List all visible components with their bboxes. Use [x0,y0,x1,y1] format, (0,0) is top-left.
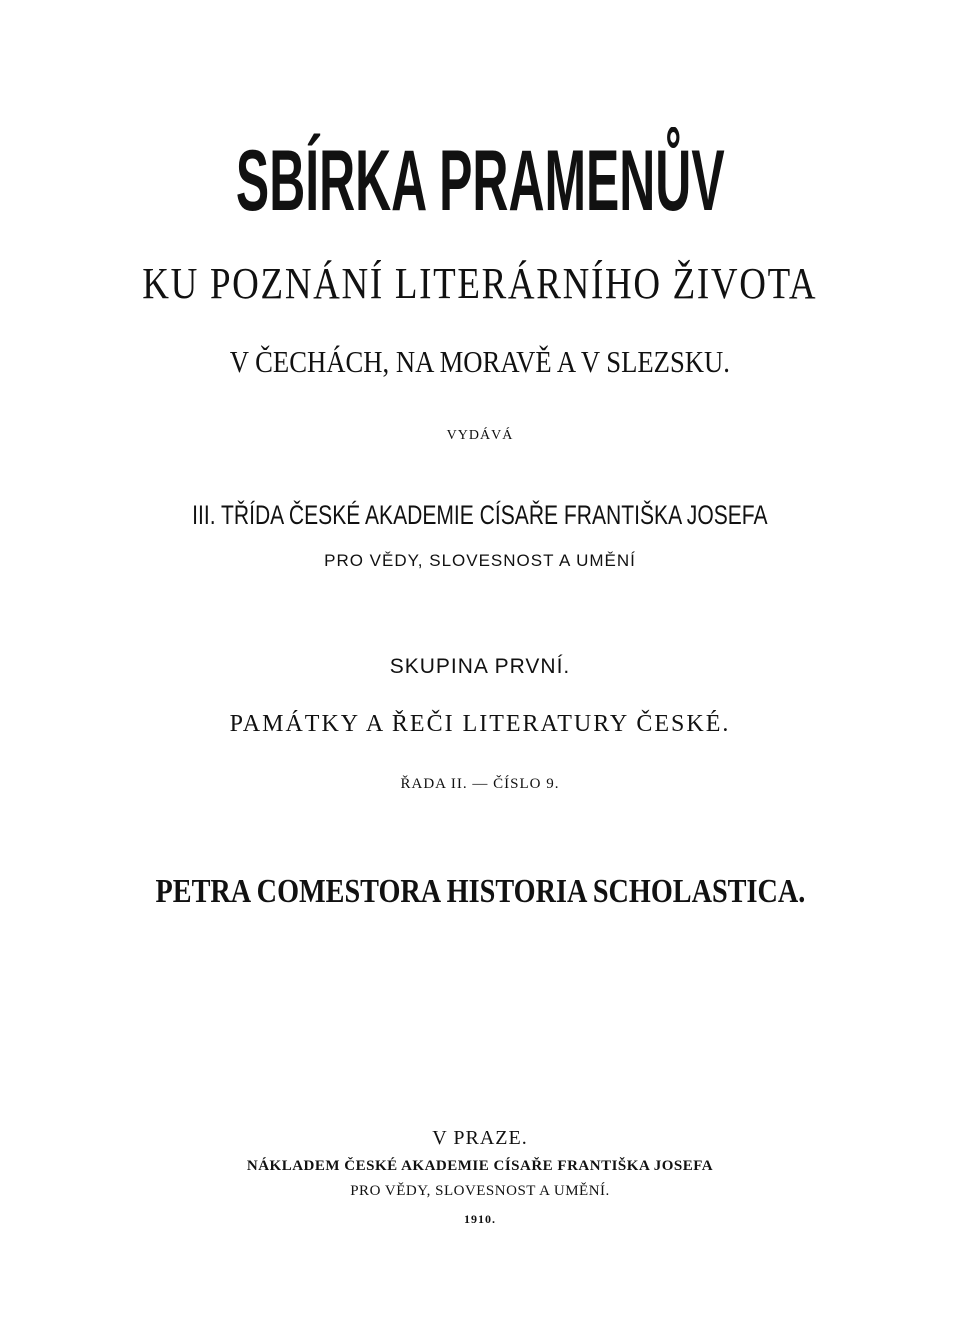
imprint-year: 1910. [464,1212,496,1226]
publisher-label: VYDÁVÁ [446,428,514,443]
imprint-publisher: NÁKLADEM ČESKÉ AKADEMIE CÍSAŘE FRANTIŠKA JOSEFA [246,1158,714,1174]
publisher-name-continued: PRO VĚDY, SLOVESNOST A UMĚNÍ [324,551,636,570]
work-title [0,875,960,909]
publisher-name [0,502,960,529]
series-subtitle [0,259,960,308]
imprint-publisher-continued: PRO VĚDY, SLOVESNOST A UMĚNÍ. [350,1183,610,1199]
series-title-text: SBÍRKA PRAMENŮV [235,133,725,229]
group-name: PAMÁTKY A ŘEČI LITERATURY ČESKÉ. [229,711,731,737]
imprint-place: V PRAZE. [432,1127,528,1149]
series-region [0,346,960,377]
series-number: ŘADA II. — ČÍSLO 9. [400,776,560,792]
group-label: SKUPINA PRVNÍ. [389,655,571,678]
publisher-name-text: III. TŘÍDA ČESKÉ AKADEMIE CÍSAŘE FRANTIŠKA JOSEFA [192,500,768,530]
work-title-text: PETRA COMESTORA HISTORIA SCHOLASTICA. [155,873,805,910]
series-region-text: V ČECHÁCH, NA MORAVĚ A V SLEZSKU. [229,344,731,379]
series-subtitle-text: KU POZNÁNÍ LITERÁRNÍHO ŽIVOTA [142,259,818,308]
series-title [0,133,960,229]
